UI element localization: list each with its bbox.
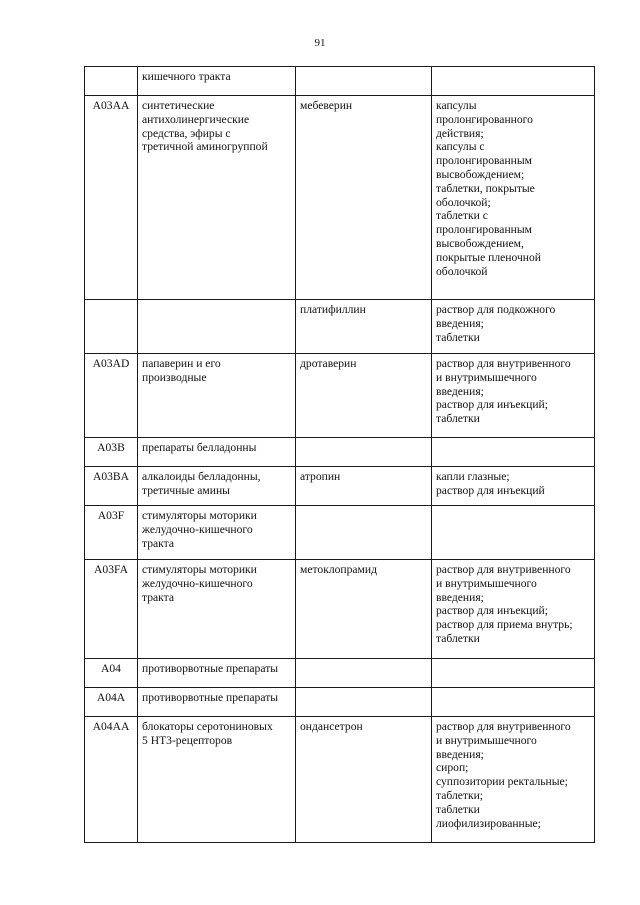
page-number: 91 [314, 37, 326, 49]
atc-code-cell: A03AA [85, 96, 138, 300]
group-name-cell [138, 659, 296, 688]
group-name-line: антихолинергические [142, 112, 250, 126]
dosage-form-line: раствор для внутривенного [436, 357, 571, 370]
group-name-line: желудочно-кишечного [142, 576, 253, 590]
group-name-line: третичной аминогруппой [142, 140, 268, 154]
dosage-form-line: раствор для инъекций [436, 483, 545, 497]
group-name-line: противорвотные препараты [142, 691, 279, 704]
atc-code-cell: A04A [85, 688, 138, 717]
dosage-form-line: раствор для подкожного [436, 303, 556, 316]
group-name-cell [138, 300, 296, 354]
dosage-form-line: и внутримышечного [436, 733, 537, 747]
dosage-form-line: введения; [436, 747, 484, 761]
drug-name-cell [296, 506, 432, 560]
drug-name-cell [296, 67, 432, 96]
atc-code-cell [85, 67, 138, 96]
drug-name-cell [296, 659, 432, 688]
dosage-form-line: таблетки, покрытые [436, 181, 535, 195]
drug-name-cell: мебеверин [296, 96, 432, 300]
dosage-form-line: суппозитории ректальные; [436, 775, 568, 789]
dosage-form-line: введения; [436, 384, 484, 398]
group-name-line: тракта [142, 536, 174, 550]
dosage-form-line: раствор для внутривенного [436, 563, 571, 576]
dosage-forms-cell [432, 717, 595, 843]
drug-name-cell: метоклопрамид [296, 560, 432, 659]
drug-table [84, 66, 595, 843]
dosage-form-line: раствор для внутривенного [436, 720, 571, 733]
dosage-form-line: раствор для инъекций; [436, 398, 548, 412]
group-name-cell [138, 67, 296, 96]
dosage-form-line: введения; [436, 590, 484, 604]
dosage-form-line: капли глазные; [436, 470, 510, 483]
group-name-cell [138, 717, 296, 843]
dosage-forms-cell [432, 300, 595, 354]
group-name-line: 5 HT3-рецепторов [142, 733, 233, 747]
atc-code-cell [85, 300, 138, 354]
dosage-forms-cell [432, 560, 595, 659]
table-row [85, 560, 595, 659]
group-name-cell [138, 467, 296, 506]
group-name-line: желудочно-кишечного [142, 522, 253, 536]
group-name-line: препараты белладонны [142, 441, 257, 454]
atc-code-cell: A03F [85, 506, 138, 560]
dosage-forms-cell [432, 688, 595, 717]
dosage-form-line: капсулы с [436, 140, 485, 154]
dosage-forms-cell [432, 438, 595, 467]
drug-name-cell [296, 688, 432, 717]
dosage-form-line: таблетки с [436, 209, 488, 223]
dosage-forms-cell [432, 67, 595, 96]
dosage-form-line: раствор для инъекций; [436, 604, 548, 618]
table-row [85, 300, 595, 354]
atc-code-cell: A04 [85, 659, 138, 688]
drug-name-cell: дротаверин [296, 354, 432, 438]
dosage-form-line: таблетки [436, 802, 480, 816]
group-name-line: стимуляторы моторики [142, 509, 257, 522]
dosage-forms-cell [432, 354, 595, 438]
group-name-cell [138, 354, 296, 438]
dosage-form-line: введения; [436, 316, 484, 330]
table-row [85, 438, 595, 467]
atc-code-cell: A03B [85, 438, 138, 467]
group-name-line: производные [142, 370, 207, 384]
dosage-form-line: пролонгированного [436, 112, 533, 126]
dosage-form-line: таблетки [436, 412, 480, 426]
group-name-line: блокаторы серотониновых [142, 720, 273, 733]
group-name-line: тракта [142, 590, 174, 604]
table-row [85, 354, 595, 438]
group-name-line: противорвотные препараты [142, 662, 279, 675]
table-row [85, 67, 595, 96]
group-name-line: третичные амины [142, 483, 230, 497]
table-body [85, 67, 595, 843]
group-name-line: кишечного тракта [142, 70, 231, 83]
dosage-forms-cell [432, 467, 595, 506]
drug-name-cell [296, 438, 432, 467]
group-name-line: стимуляторы моторики [142, 563, 257, 576]
dosage-form-line: и внутримышечного [436, 576, 537, 590]
dosage-form-line: и внутримышечного [436, 370, 537, 384]
group-name-line: папаверин и его [142, 357, 221, 370]
table-row [85, 659, 595, 688]
dosage-form-line: оболочкой; [436, 195, 491, 209]
dosage-form-line: высвобождением, [436, 236, 524, 250]
dosage-form-line: действия; [436, 126, 484, 140]
table-row [85, 506, 595, 560]
table-row [85, 717, 595, 843]
dosage-forms-cell [432, 96, 595, 300]
dosage-form-line: таблетки; [436, 788, 484, 802]
dosage-forms-cell [432, 659, 595, 688]
atc-code-cell: A03AD [85, 354, 138, 438]
dosage-form-line: лиофилизированные; [436, 816, 541, 830]
group-name-cell [138, 438, 296, 467]
dosage-form-line: покрытые пленочной [436, 250, 541, 264]
drug-name-cell: платифиллин [296, 300, 432, 354]
atc-code-cell: A03BA [85, 467, 138, 506]
dosage-form-line: таблетки [436, 330, 480, 344]
dosage-forms-cell [432, 506, 595, 560]
dosage-form-line: оболочкой [436, 264, 488, 278]
table-row [85, 467, 595, 506]
group-name-line: алкалоиды белладонны, [142, 470, 261, 483]
atc-code-cell: A04AA [85, 717, 138, 843]
table-row [85, 96, 595, 300]
group-name-cell [138, 96, 296, 300]
group-name-line: синтетические [142, 99, 215, 112]
dosage-form-line: капсулы [436, 99, 477, 112]
drug-name-cell: атропин [296, 467, 432, 506]
dosage-form-line: пролонгированным [436, 223, 532, 237]
dosage-form-line: раствор для приема внутрь; [436, 618, 573, 632]
group-name-cell [138, 688, 296, 717]
dosage-form-line: высвобождением; [436, 167, 525, 181]
group-name-cell [138, 506, 296, 560]
group-name-cell [138, 560, 296, 659]
drug-name-cell: ондансетрон [296, 717, 432, 843]
dosage-form-line: таблетки [436, 631, 480, 645]
dosage-form-line: пролонгированным [436, 154, 532, 168]
atc-code-cell: A03FA [85, 560, 138, 659]
group-name-line: средства, эфиры с [142, 126, 231, 140]
table-row [85, 688, 595, 717]
dosage-form-line: сироп; [436, 761, 469, 775]
